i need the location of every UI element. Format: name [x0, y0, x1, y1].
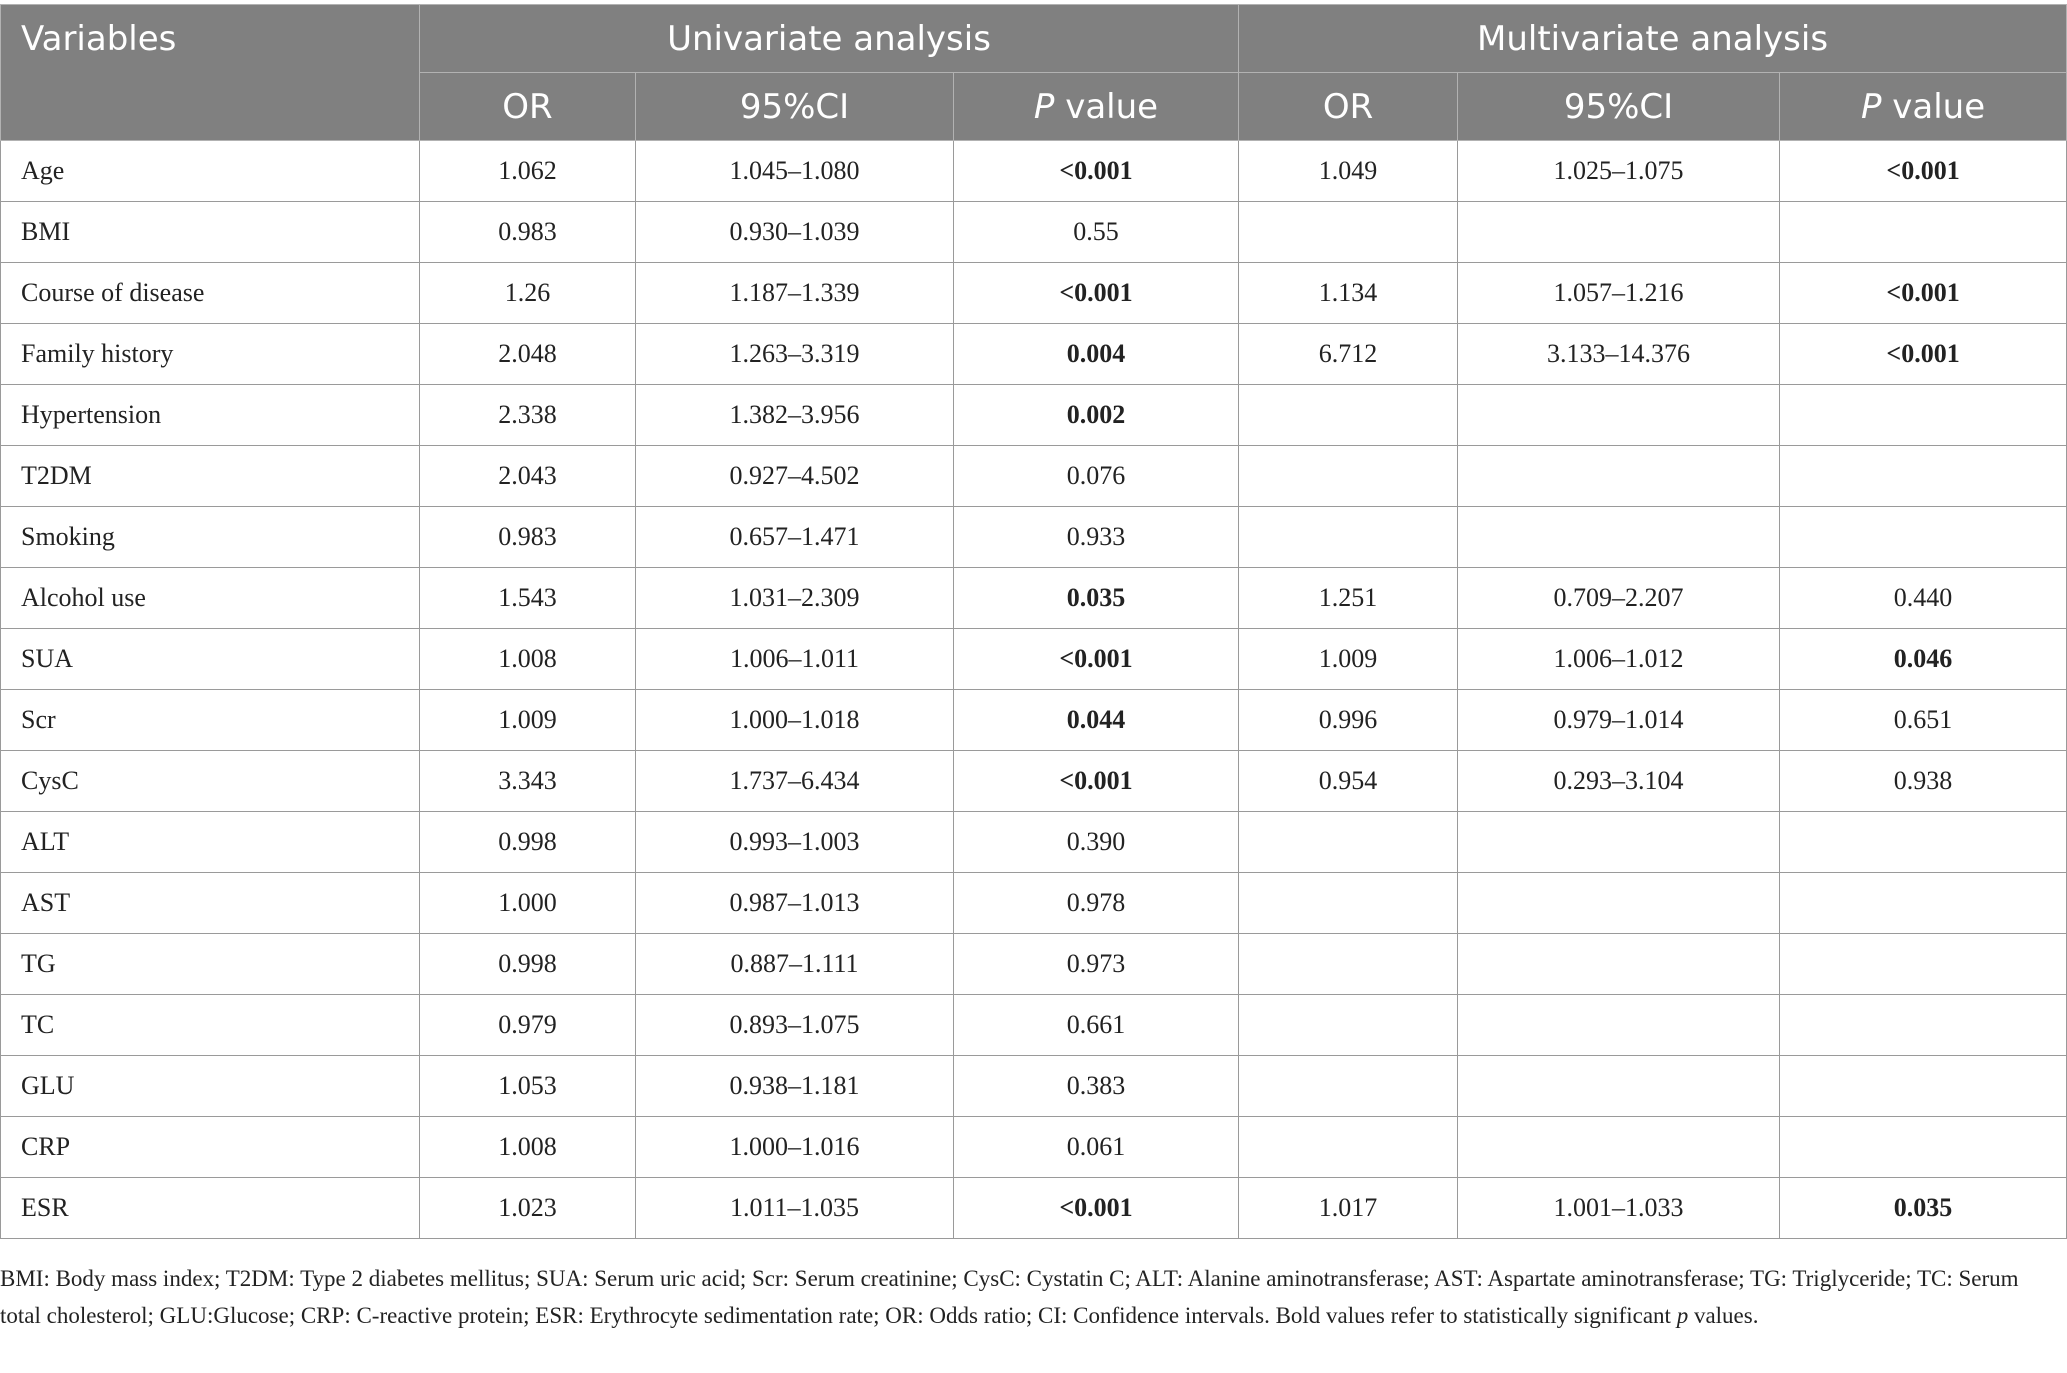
cell-variable: CysC [1, 751, 420, 812]
cell-multivariate-ci [1458, 873, 1780, 934]
header-variables: Variables [1, 5, 420, 141]
cell-multivariate-ci [1458, 507, 1780, 568]
cell-multivariate-p [1780, 995, 2067, 1056]
cell-univariate-p: 0.661 [954, 995, 1239, 1056]
cell-variable: Scr [1, 690, 420, 751]
cell-multivariate-or: 1.049 [1239, 141, 1458, 202]
cell-multivariate-ci [1458, 934, 1780, 995]
table-row [1, 446, 2067, 507]
cell-univariate-p: 0.973 [954, 934, 1239, 995]
cell-multivariate-ci [1458, 1117, 1780, 1178]
cell-univariate-p: 0.076 [954, 446, 1239, 507]
header-p-rest: value [1881, 86, 1986, 127]
cell-univariate-or: 0.979 [420, 995, 636, 1056]
cell-multivariate-p: 0.035 [1780, 1178, 2067, 1239]
header-p-italic: P [1860, 86, 1882, 127]
header-univariate-ci: 95%CI [636, 73, 954, 141]
cell-variable: Hypertension [1, 385, 420, 446]
cell-univariate-or: 2.043 [420, 446, 636, 507]
cell-univariate-p: 0.044 [954, 690, 1239, 751]
cell-variable: SUA [1, 629, 420, 690]
cell-univariate-or: 1.26 [420, 263, 636, 324]
cell-univariate-or: 2.338 [420, 385, 636, 446]
cell-univariate-or: 1.062 [420, 141, 636, 202]
cell-multivariate-p [1780, 1056, 2067, 1117]
cell-multivariate-ci: 1.001–1.033 [1458, 1178, 1780, 1239]
table-footnote [0, 1260, 2060, 1334]
table-row [1, 263, 2067, 324]
cell-multivariate-p: <0.001 [1780, 263, 2067, 324]
cell-multivariate-p: 0.651 [1780, 690, 2067, 751]
cell-multivariate-or [1239, 1056, 1458, 1117]
cell-multivariate-ci [1458, 385, 1780, 446]
cell-univariate-ci: 1.031–2.309 [636, 568, 954, 629]
cell-multivariate-or: 1.251 [1239, 568, 1458, 629]
cell-univariate-ci: 1.737–6.434 [636, 751, 954, 812]
cell-univariate-p: <0.001 [954, 263, 1239, 324]
cell-variable: Alcohol use [1, 568, 420, 629]
table-row [1, 629, 2067, 690]
cell-multivariate-p [1780, 385, 2067, 446]
cell-multivariate-p [1780, 202, 2067, 263]
cell-univariate-or: 3.343 [420, 751, 636, 812]
cell-multivariate-or [1239, 507, 1458, 568]
cell-univariate-or: 0.983 [420, 202, 636, 263]
cell-multivariate-or [1239, 873, 1458, 934]
cell-multivariate-p [1780, 873, 2067, 934]
cell-univariate-ci: 1.045–1.080 [636, 141, 954, 202]
cell-multivariate-or: 1.009 [1239, 629, 1458, 690]
header-p-italic: P [1033, 86, 1055, 127]
cell-multivariate-p [1780, 934, 2067, 995]
cell-univariate-ci: 1.011–1.035 [636, 1178, 954, 1239]
cell-multivariate-or [1239, 446, 1458, 507]
cell-univariate-or: 1.023 [420, 1178, 636, 1239]
cell-univariate-ci: 1.382–3.956 [636, 385, 954, 446]
cell-multivariate-p: 0.046 [1780, 629, 2067, 690]
table-row [1, 141, 2067, 202]
cell-multivariate-or: 1.134 [1239, 263, 1458, 324]
cell-variable: TG [1, 934, 420, 995]
cell-univariate-or: 1.000 [420, 873, 636, 934]
cell-univariate-or: 0.998 [420, 934, 636, 995]
cell-univariate-ci: 0.930–1.039 [636, 202, 954, 263]
table-row [1, 812, 2067, 873]
footnote-p-italic: p [1676, 1303, 1689, 1328]
header-univariate: Univariate analysis [420, 5, 1239, 73]
cell-univariate-or: 0.998 [420, 812, 636, 873]
cell-univariate-ci: 1.000–1.018 [636, 690, 954, 751]
table-row [1, 751, 2067, 812]
cell-univariate-ci: 0.927–4.502 [636, 446, 954, 507]
regression-table [0, 4, 2067, 1239]
table-row [1, 202, 2067, 263]
table-row [1, 690, 2067, 751]
header-multivariate-or: OR [1239, 73, 1458, 141]
cell-univariate-p: 0.933 [954, 507, 1239, 568]
cell-multivariate-or [1239, 995, 1458, 1056]
cell-univariate-ci: 0.657–1.471 [636, 507, 954, 568]
cell-univariate-or: 2.048 [420, 324, 636, 385]
footnote-end: values. [1688, 1303, 1759, 1328]
cell-univariate-or: 1.053 [420, 1056, 636, 1117]
table-row [1, 1117, 2067, 1178]
cell-univariate-ci: 1.000–1.016 [636, 1117, 954, 1178]
cell-univariate-p: <0.001 [954, 629, 1239, 690]
cell-variable: BMI [1, 202, 420, 263]
cell-variable: CRP [1, 1117, 420, 1178]
cell-multivariate-or: 0.954 [1239, 751, 1458, 812]
cell-multivariate-p: <0.001 [1780, 324, 2067, 385]
cell-univariate-ci: 1.006–1.011 [636, 629, 954, 690]
cell-multivariate-or [1239, 385, 1458, 446]
cell-multivariate-or [1239, 1117, 1458, 1178]
cell-multivariate-ci: 0.709–2.207 [1458, 568, 1780, 629]
cell-multivariate-ci: 3.133–14.376 [1458, 324, 1780, 385]
header-row-groups [1, 5, 2067, 73]
cell-univariate-or: 1.008 [420, 629, 636, 690]
cell-variable: Family history [1, 324, 420, 385]
cell-univariate-p: 0.978 [954, 873, 1239, 934]
cell-multivariate-ci: 0.293–3.104 [1458, 751, 1780, 812]
cell-multivariate-ci [1458, 812, 1780, 873]
table-row [1, 324, 2067, 385]
header-multivariate-p [1780, 73, 2067, 141]
cell-univariate-p: 0.390 [954, 812, 1239, 873]
table-body [1, 141, 2067, 1239]
cell-univariate-ci: 0.887–1.111 [636, 934, 954, 995]
cell-univariate-ci: 0.893–1.075 [636, 995, 954, 1056]
table-row [1, 507, 2067, 568]
header-multivariate: Multivariate analysis [1239, 5, 2067, 73]
cell-multivariate-p: 0.938 [1780, 751, 2067, 812]
cell-multivariate-ci [1458, 1056, 1780, 1117]
table-row [1, 873, 2067, 934]
cell-univariate-p: 0.061 [954, 1117, 1239, 1178]
table-row [1, 995, 2067, 1056]
cell-multivariate-ci: 1.025–1.075 [1458, 141, 1780, 202]
cell-multivariate-p: <0.001 [1780, 141, 2067, 202]
cell-multivariate-or: 1.017 [1239, 1178, 1458, 1239]
header-p-rest: value [1054, 86, 1159, 127]
cell-univariate-p: 0.004 [954, 324, 1239, 385]
cell-univariate-p: 0.383 [954, 1056, 1239, 1117]
table-row [1, 1056, 2067, 1117]
cell-variable: Course of disease [1, 263, 420, 324]
cell-univariate-p: <0.001 [954, 751, 1239, 812]
cell-multivariate-ci [1458, 995, 1780, 1056]
cell-univariate-ci: 1.263–3.319 [636, 324, 954, 385]
cell-multivariate-or [1239, 934, 1458, 995]
cell-multivariate-ci: 0.979–1.014 [1458, 690, 1780, 751]
cell-multivariate-or [1239, 202, 1458, 263]
header-univariate-or: OR [420, 73, 636, 141]
cell-univariate-ci: 0.938–1.181 [636, 1056, 954, 1117]
cell-univariate-ci: 0.987–1.013 [636, 873, 954, 934]
cell-multivariate-ci: 1.057–1.216 [1458, 263, 1780, 324]
cell-variable: AST [1, 873, 420, 934]
cell-variable: Smoking [1, 507, 420, 568]
cell-univariate-or: 1.543 [420, 568, 636, 629]
table-row [1, 934, 2067, 995]
cell-variable: T2DM [1, 446, 420, 507]
cell-univariate-or: 1.008 [420, 1117, 636, 1178]
cell-variable: GLU [1, 1056, 420, 1117]
cell-variable: Age [1, 141, 420, 202]
cell-univariate-p: 0.035 [954, 568, 1239, 629]
table-row [1, 1178, 2067, 1239]
cell-multivariate-or: 0.996 [1239, 690, 1458, 751]
cell-multivariate-ci [1458, 202, 1780, 263]
footnote-text: BMI: Body mass index; T2DM: Type 2 diabetes mellitus; SUA: Serum uric acid; Scr: Serum creatinine; CysC: Cystatin C; ALT: Alanine aminotransferase; AST: Aspartate aminotransferase; TG: Triglyceride; TC: Serum total cholesterol; GLU:Glucose; CRP: C-reactive protein; ESR: Erythrocyte sedimentation rate; OR: Odds ratio; CI: Confidence intervals. Bold values refer to statistically significant [0, 1266, 2019, 1328]
cell-multivariate-or: 6.712 [1239, 324, 1458, 385]
cell-univariate-or: 0.983 [420, 507, 636, 568]
cell-multivariate-p [1780, 507, 2067, 568]
cell-univariate-p: 0.55 [954, 202, 1239, 263]
cell-univariate-p: <0.001 [954, 141, 1239, 202]
cell-univariate-or: 1.009 [420, 690, 636, 751]
cell-variable: TC [1, 995, 420, 1056]
cell-multivariate-p [1780, 1117, 2067, 1178]
header-univariate-p [954, 73, 1239, 141]
cell-multivariate-p [1780, 446, 2067, 507]
cell-variable: ALT [1, 812, 420, 873]
cell-multivariate-ci [1458, 446, 1780, 507]
cell-univariate-ci: 1.187–1.339 [636, 263, 954, 324]
cell-multivariate-ci: 1.006–1.012 [1458, 629, 1780, 690]
cell-univariate-p: <0.001 [954, 1178, 1239, 1239]
cell-multivariate-p [1780, 812, 2067, 873]
table-row [1, 568, 2067, 629]
header-multivariate-ci: 95%CI [1458, 73, 1780, 141]
table-row [1, 385, 2067, 446]
cell-univariate-ci: 0.993–1.003 [636, 812, 954, 873]
cell-univariate-p: 0.002 [954, 385, 1239, 446]
cell-multivariate-or [1239, 812, 1458, 873]
cell-variable: ESR [1, 1178, 420, 1239]
cell-multivariate-p: 0.440 [1780, 568, 2067, 629]
